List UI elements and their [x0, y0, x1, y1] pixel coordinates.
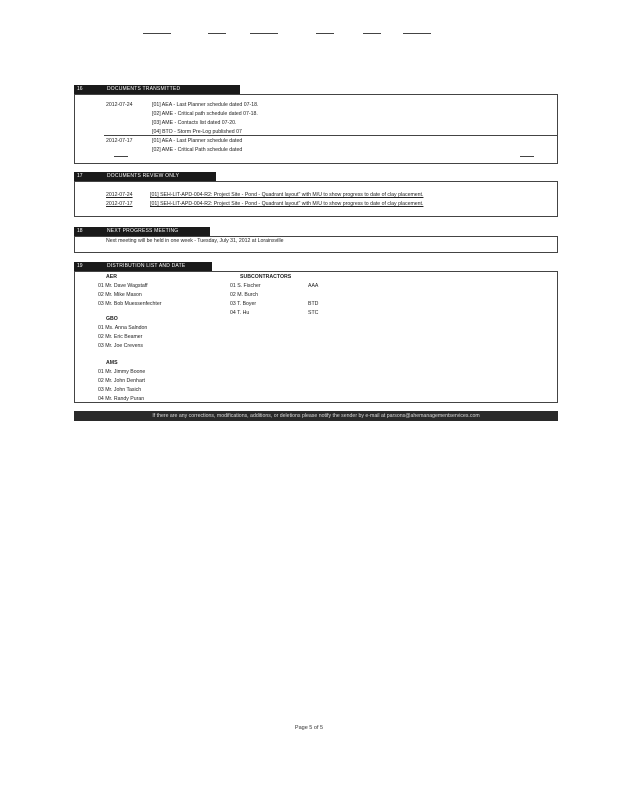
row-divider: [104, 135, 558, 136]
header-rule: [250, 33, 278, 34]
header-rule: [316, 33, 334, 34]
documents-transmitted-box: [74, 94, 558, 164]
subcontractor-name: 04 T. Hu: [230, 310, 250, 316]
transmitted-date: 2012-07-24: [106, 102, 133, 108]
footer-notice-text: If there are any corrections, modifications, additions, or deletions please notify the sender by e-mail at parsons@ahemanagementservices.com: [152, 413, 480, 419]
header-rule: [403, 33, 431, 34]
distribution-member: 01 Mr. Dave Wagstaff: [98, 283, 148, 289]
distribution-member: 02 Mr. Mike Mason: [98, 292, 142, 298]
row-divider: [520, 156, 534, 157]
next-meeting-text: Next meeting will be held in one week - Tuesday, July 31, 2012 at Lorainsville: [106, 238, 284, 244]
section-number: 18: [74, 227, 104, 236]
distribution-member: 01 Mr. Jimmy Boone: [98, 369, 146, 375]
row-divider: [114, 156, 128, 157]
distribution-member: 04 Mr. Randy Puran: [98, 396, 145, 402]
documents-review-box: [74, 181, 558, 217]
review-item: [01] SEH-LIT-APD-004-R2: Project Site - Pond - Quadrant layout" with M/U to show progress to date of clay placement.: [150, 201, 424, 207]
transmitted-item: [01] AEA - Last Planner schedule dated: [152, 138, 243, 144]
distribution-member: 03 Mr. John Tasich: [98, 387, 142, 393]
distribution-box: [74, 271, 558, 403]
transmitted-item: [02] AME - Critical Path schedule dated: [152, 147, 243, 153]
review-date: 2012-07-24: [106, 192, 133, 198]
transmitted-item: [03] AME - Contacts list dated 07-20.: [152, 120, 237, 126]
transmitted-date: 2012-07-17: [106, 138, 133, 144]
subcontractor-name: 01 S. Fischer: [230, 283, 261, 289]
section-header-documents-transmitted: [74, 85, 558, 94]
group-name: AER: [106, 274, 117, 280]
subcontractor-code: STC: [308, 310, 319, 316]
subcontractor-name: 03 T. Boyer: [230, 301, 257, 307]
group-name: GBO: [106, 316, 118, 322]
section-header-next-meeting: [74, 227, 558, 236]
page-number: Page 5 of 5: [294, 725, 324, 731]
header-rule: [208, 33, 226, 34]
subcontractor-code: BTD: [308, 301, 319, 307]
distribution-member: 03 Mr. Joe Crevens: [98, 343, 143, 349]
section-number: 16: [74, 85, 104, 94]
review-date: 2012-07-17: [106, 201, 133, 207]
distribution-member: 03 Mr. Bob Muessenfechter: [98, 301, 162, 307]
footer-notice-bar: [74, 411, 558, 421]
transmitted-item: [04] BTO - Storm Pre-Log published 07: [152, 129, 242, 135]
review-item: [01] SEH-LIT-APD-004-R2: Project Site - Pond - Quadrant layout" with M/U to show progress to date of clay placement.: [150, 192, 424, 198]
section-title: DOCUMENTS REVIEW ONLY: [104, 172, 216, 181]
section-header-documents-review: [74, 172, 558, 181]
section-number: 19: [74, 262, 104, 271]
header-rule: [363, 33, 381, 34]
section-number: 17: [74, 172, 104, 181]
distribution-member: 02 Mr. John Denhart: [98, 378, 146, 384]
section-header-distribution: [74, 262, 558, 271]
section-title: NEXT PROGRESS MEETING: [104, 227, 210, 236]
subcontractors-title: SUBCONTRACTORS: [240, 274, 292, 280]
header-rule: [143, 33, 171, 34]
group-name: AMS: [106, 360, 118, 366]
transmitted-item: [01] AEA - Last Planner schedule dated 07-18.: [152, 102, 259, 108]
section-title: DOCUMENTS TRANSMITTED: [104, 85, 240, 94]
subcontractor-name: 02 M. Burch: [230, 292, 258, 298]
transmitted-item: [02] AME - Critical path schedule dated 07-18.: [152, 111, 258, 117]
distribution-member: 02 Mr. Eric Beamer: [98, 334, 143, 340]
distribution-member: 01 Ms. Anna Salndon: [98, 325, 148, 331]
subcontractor-code: AAA: [308, 283, 319, 289]
section-title: DISTRIBUTION LIST AND DATE: [104, 262, 212, 271]
